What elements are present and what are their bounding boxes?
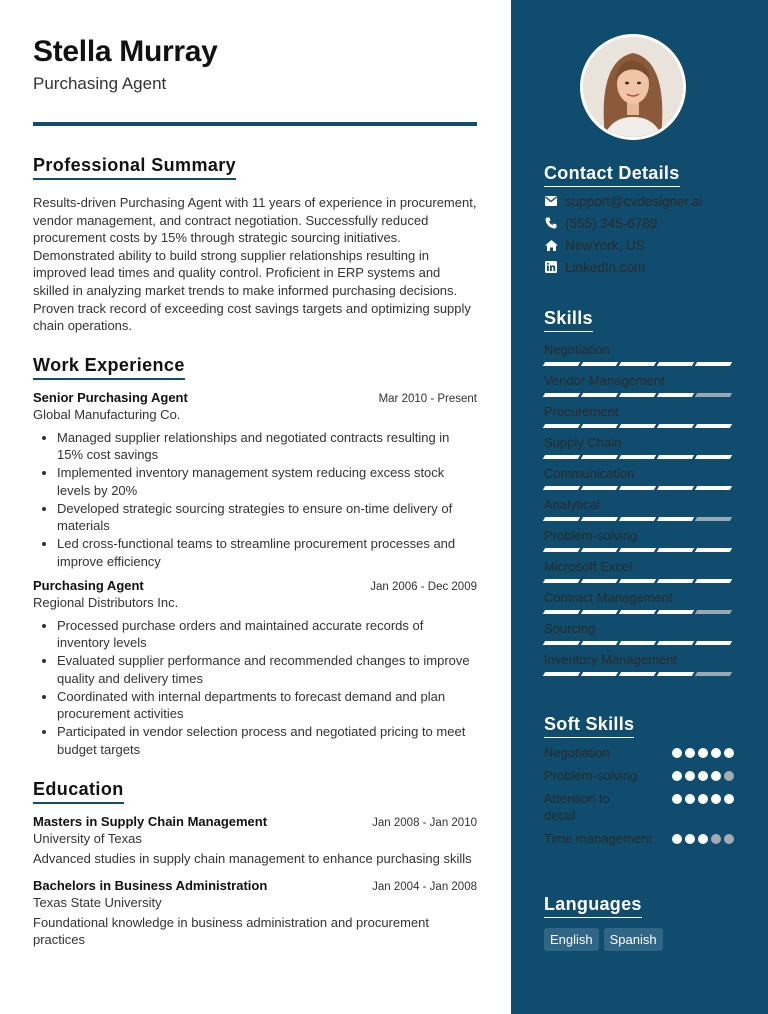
rating-dot xyxy=(711,794,721,804)
skill-item xyxy=(544,559,734,584)
rating-dot xyxy=(698,771,708,781)
section-heading-work: Work Experience xyxy=(33,355,185,380)
section-heading-education: Education xyxy=(33,779,124,804)
education-description: Foundational knowledge in business administration and procurement practices xyxy=(33,914,430,948)
skill-item xyxy=(544,435,734,460)
skill-level-segment xyxy=(543,610,580,614)
skill-name: Supply Chain xyxy=(544,435,622,450)
skill-level-segment xyxy=(657,424,694,428)
skill-name: Sourcing xyxy=(544,621,596,636)
job-bullet: • Managed supplier relationships and negotiated contracts resulting in 15% cost savings xyxy=(57,429,477,464)
skill-level-segment xyxy=(581,517,618,521)
skill-level-segment xyxy=(543,455,580,459)
skill-name: Microsoft Excel xyxy=(544,559,633,574)
job-bullet: • Implemented inventory management system reducing excess stock levels by 20% xyxy=(57,464,477,499)
skill-name: Vendor Management xyxy=(544,373,665,388)
education-description: Advanced studies in supply chain management to enhance purchasing skills xyxy=(33,851,472,866)
skill-level-segment xyxy=(657,517,694,521)
skill-level-segment xyxy=(619,393,656,397)
skill-item xyxy=(544,497,734,522)
soft-skill-item xyxy=(544,744,734,761)
contact-email[interactable] xyxy=(544,193,734,209)
rating-dot xyxy=(698,748,708,758)
soft-skill-item xyxy=(544,830,734,847)
education-date: Jan 2008 - Jan 2010 xyxy=(372,817,477,829)
skill-level-segment xyxy=(619,641,656,645)
skill-level-bar xyxy=(544,672,734,677)
soft-skill-name: Time management xyxy=(544,831,652,846)
language-tag: English xyxy=(544,928,599,951)
rating-dot xyxy=(711,771,721,781)
skill-level-segment xyxy=(695,517,732,521)
language-tags xyxy=(544,928,734,951)
skill-level-segment xyxy=(581,672,618,676)
skill-level-segment xyxy=(619,362,656,366)
skill-level-segment xyxy=(657,362,694,366)
skill-level-bar xyxy=(544,455,734,460)
soft-skill-name: Problem-solving xyxy=(544,768,638,783)
skill-level-segment xyxy=(581,641,618,645)
skill-level-segment xyxy=(657,641,694,645)
linkedin-icon xyxy=(544,260,558,274)
contact-phone-text: (555) 345-6789 xyxy=(565,215,658,231)
rating-dot xyxy=(698,834,708,844)
skill-level-segment xyxy=(695,362,732,366)
skill-name: Analytical xyxy=(544,497,600,512)
job-entry xyxy=(33,578,477,758)
skill-level-segment xyxy=(619,672,656,676)
skill-item xyxy=(544,528,734,553)
language-tag: Spanish xyxy=(604,928,663,951)
soft-skill-rating xyxy=(672,744,734,758)
education-section xyxy=(33,779,477,949)
skill-level-segment xyxy=(543,393,580,397)
skill-level-bar xyxy=(544,641,734,646)
skill-level-segment xyxy=(543,362,580,366)
skill-level-bar xyxy=(544,548,734,553)
degree-title: Masters in Supply Chain Management xyxy=(33,814,268,829)
section-heading-soft-skills: Soft Skills xyxy=(544,714,634,738)
skill-level-segment xyxy=(619,424,656,428)
skills-list xyxy=(544,342,734,677)
profile-photo-illustration xyxy=(583,37,683,137)
skill-item xyxy=(544,373,734,398)
skill-name: Procurement xyxy=(544,404,619,419)
skill-level-segment xyxy=(543,486,580,490)
soft-skill-rating xyxy=(672,830,734,844)
profile-photo xyxy=(580,34,686,140)
skill-name: Problem-solving xyxy=(544,528,638,543)
soft-skill-rating xyxy=(672,767,734,781)
rating-dot xyxy=(685,834,695,844)
skill-level-bar xyxy=(544,517,734,522)
summary-text: Results-driven Purchasing Agent with 11 years of experience in procurement, vendor management, and contract negotiation. Successfully reduced procurement costs by 15% through strategic sourcing initiatives. Demonstrated ability to build strong supplier relationships resulting in improved lead times and quality control. Proficient in ERP systems and skilled in analyzing market trends to make informed purchasing decisions. Proven track record of exceeding cost savings targets and optimizing supply chain operations. xyxy=(33,195,477,334)
soft-skills-section xyxy=(544,714,734,847)
section-heading-summary: Professional Summary xyxy=(33,155,236,180)
rating-dot xyxy=(672,834,682,844)
rating-dot xyxy=(724,771,734,781)
skill-name: Negotiation xyxy=(544,342,610,357)
skill-level-segment xyxy=(695,641,732,645)
skill-item xyxy=(544,621,734,646)
rating-dot xyxy=(711,748,721,758)
skill-level-segment xyxy=(581,610,618,614)
skill-level-segment xyxy=(695,610,732,614)
skill-name: Inventory Management xyxy=(544,652,677,667)
section-heading-languages: Languages xyxy=(544,894,642,918)
skills-section xyxy=(544,308,734,677)
skill-level-segment xyxy=(619,579,656,583)
job-bullet: • Evaluated supplier performance and recommended changes to improve quality and delivery times xyxy=(57,652,477,687)
languages-section xyxy=(544,894,734,951)
soft-skills-list xyxy=(544,744,734,847)
skill-level-segment xyxy=(543,579,580,583)
soft-skill-name: Attention to detail xyxy=(544,791,610,823)
header-divider xyxy=(33,122,477,126)
job-title: Senior Purchasing Agent xyxy=(33,390,188,405)
skill-level-segment xyxy=(695,393,732,397)
skill-level-segment xyxy=(581,362,618,366)
work-experience-section xyxy=(33,355,477,759)
education-entry xyxy=(33,878,477,949)
rating-dot xyxy=(685,771,695,781)
education-date: Jan 2004 - Jan 2008 xyxy=(372,880,477,893)
skill-level-segment xyxy=(619,486,656,490)
job-bullet: • Participated in vendor selection process and negotiated pricing to meet budget targets xyxy=(57,723,477,758)
professional-summary-section xyxy=(33,155,477,335)
skill-level-segment xyxy=(657,610,694,614)
skill-level-segment xyxy=(543,548,580,552)
rating-dot xyxy=(672,794,682,804)
skill-level-segment xyxy=(657,548,694,552)
skill-item xyxy=(544,466,734,491)
rating-dot xyxy=(685,794,695,804)
skill-level-bar xyxy=(544,610,734,615)
section-heading-skills: Skills xyxy=(544,308,593,332)
job-title: Purchasing Agent xyxy=(33,578,144,594)
job-company: Global Manufacturing Co. xyxy=(33,407,181,422)
skill-level-segment xyxy=(581,424,618,428)
skill-name: Communication xyxy=(544,466,635,481)
skill-level-bar xyxy=(544,393,734,398)
home-icon xyxy=(544,238,558,252)
envelope-icon xyxy=(544,194,558,208)
skill-level-segment xyxy=(619,517,656,521)
contact-section xyxy=(544,163,734,275)
rating-dot xyxy=(724,834,734,844)
skill-level-segment xyxy=(695,486,732,490)
skill-level-bar xyxy=(544,424,734,429)
skill-level-segment xyxy=(657,455,694,459)
job-date: Mar 2010 - Present xyxy=(378,393,477,405)
skill-item xyxy=(544,652,734,677)
soft-skill-rating xyxy=(672,790,734,804)
contact-linkedin-text: LinkedIn.com xyxy=(565,259,646,275)
skill-item xyxy=(544,404,734,429)
skill-level-segment xyxy=(543,641,580,645)
skill-level-segment xyxy=(619,548,656,552)
skill-level-segment xyxy=(619,455,656,459)
school-name: University of Texas xyxy=(33,831,142,846)
skill-item xyxy=(544,590,734,615)
skill-level-segment xyxy=(543,672,580,676)
job-bullets xyxy=(33,429,477,570)
skill-level-segment xyxy=(581,455,618,459)
job-bullet: • Developed strategic sourcing strategies to ensure on-time delivery of materials xyxy=(57,500,477,535)
soft-skill-item xyxy=(544,767,734,784)
rating-dot xyxy=(724,748,734,758)
contact-phone[interactable] xyxy=(544,215,734,231)
section-heading-contact: Contact Details xyxy=(544,163,680,187)
skill-level-bar xyxy=(544,579,734,584)
skill-level-segment xyxy=(695,455,732,459)
skill-level-segment xyxy=(581,548,618,552)
soft-skill-item xyxy=(544,790,734,824)
job-bullet: • Coordinated with internal departments to forecast demand and plan procurement activities xyxy=(57,688,477,723)
degree-title: Bachelors in Business Administration xyxy=(33,877,268,893)
skill-level-segment xyxy=(695,672,732,676)
skill-level-segment xyxy=(657,393,694,397)
skill-name: Contract Management xyxy=(544,590,673,605)
contact-location-text: NewYork, US xyxy=(565,237,645,253)
skill-level-bar xyxy=(544,486,734,491)
rating-dot xyxy=(685,748,695,758)
job-bullet: • Led cross-functional teams to streamline procurement processes and improve efficiency xyxy=(57,535,477,570)
skill-level-segment xyxy=(657,486,694,490)
skill-level-bar xyxy=(544,362,734,367)
rating-dot xyxy=(672,748,682,758)
skill-level-segment xyxy=(657,579,694,583)
skill-level-segment xyxy=(581,486,618,490)
job-bullets xyxy=(33,617,477,758)
skill-level-segment xyxy=(581,579,618,583)
school-name: Texas State University xyxy=(33,894,162,910)
rating-dot xyxy=(698,794,708,804)
skill-level-segment xyxy=(695,579,732,583)
skill-level-segment xyxy=(657,672,694,676)
phone-icon xyxy=(544,216,558,230)
rating-dot xyxy=(711,834,721,844)
contact-linkedin[interactable] xyxy=(544,259,734,275)
skill-level-segment xyxy=(543,517,580,521)
skill-level-segment xyxy=(695,548,732,552)
job-date: Jan 2006 - Dec 2009 xyxy=(370,581,477,594)
job-company: Regional Distributors Inc. xyxy=(33,595,179,611)
candidate-name: Stella Murray xyxy=(33,35,218,68)
skill-level-segment xyxy=(581,393,618,397)
skill-level-segment xyxy=(695,424,732,428)
skill-level-segment xyxy=(543,424,580,428)
candidate-job-title: Purchasing Agent xyxy=(33,74,167,93)
education-entry xyxy=(33,814,477,868)
skill-level-segment xyxy=(619,610,656,614)
job-entry xyxy=(33,390,477,570)
contact-location xyxy=(544,237,734,253)
rating-dot xyxy=(724,794,734,804)
rating-dot xyxy=(672,771,682,781)
contact-email-text: support@cvdesigner.ai xyxy=(565,193,703,209)
soft-skill-name: Negotiation xyxy=(544,745,610,760)
skill-item xyxy=(544,342,734,367)
job-bullet: • Processed purchase orders and maintained accurate records of inventory levels xyxy=(57,617,477,652)
